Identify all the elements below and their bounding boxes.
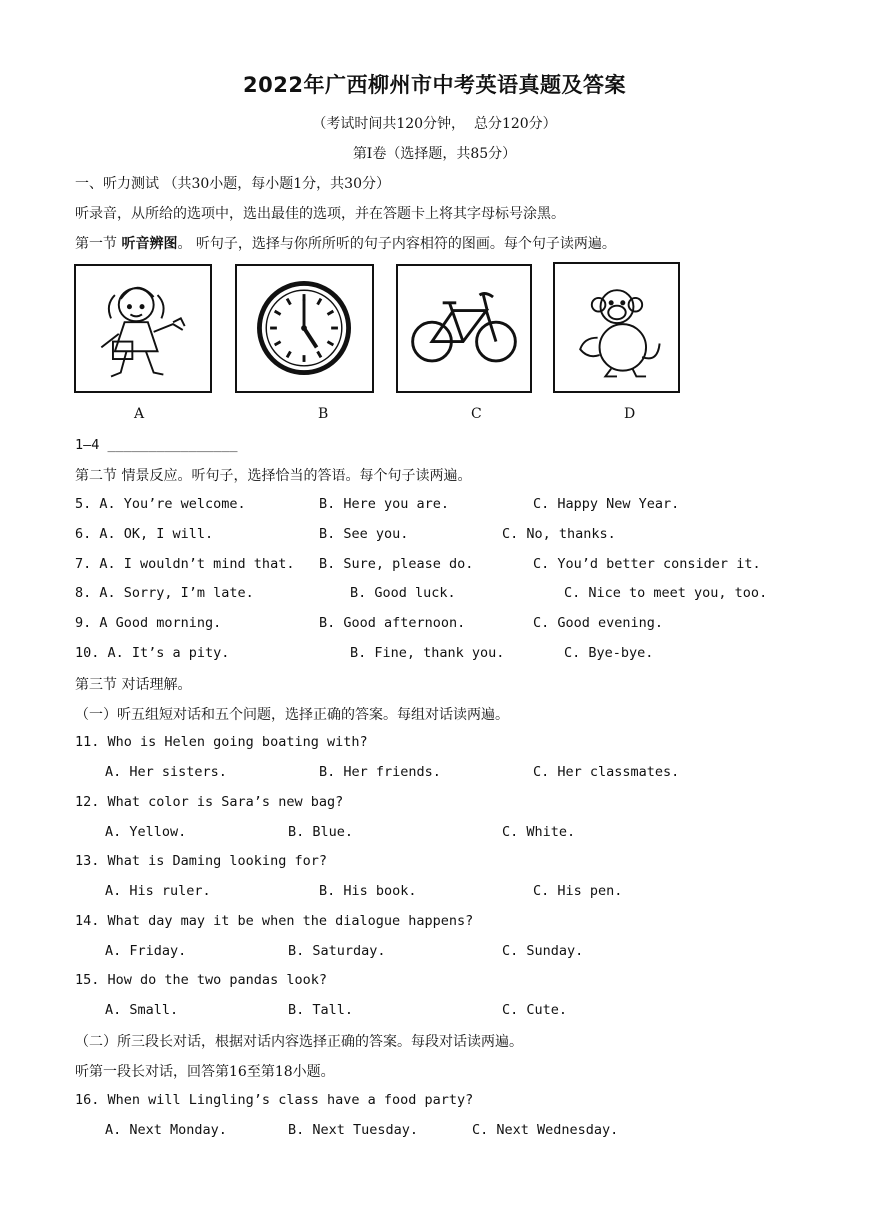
exam-info: （考试时间共120分钟， 总分120分） (312, 116, 557, 132)
q15-option-a: A. Small. (105, 1002, 179, 1018)
q6-option-a: 6. A. OK, I will. (75, 526, 214, 542)
section1-bold: 听音辨图 (121, 236, 178, 252)
q5-option-a: 5. A. You’re welcome. (75, 496, 246, 512)
q10-option-a: 10. A. It’s a pity. (75, 645, 230, 661)
page-title: 2022年广西柳州市中考英语真题及答案 (243, 73, 626, 97)
bicycle-icon (398, 266, 530, 391)
q13-question: 13. What is Daming looking for? (75, 853, 327, 869)
q13-option-b: B. His book. (319, 883, 417, 899)
q10-option-b: B. Fine, thank you. (350, 645, 505, 661)
q15-question: 15. How do the two pandas look? (75, 972, 327, 988)
picture-label-c: C (471, 406, 482, 422)
q6-option-c: C. No, thanks. (502, 526, 616, 542)
section3-heading: 第三节 对话理解。 (75, 677, 192, 693)
q7-option-c: C. You’d better consider it. (533, 556, 761, 572)
q9-option-c: C. Good evening. (533, 615, 664, 631)
q14-option-a: A. Friday. (105, 943, 187, 959)
q14-option-b: B. Saturday. (288, 943, 386, 959)
q15-option-c: C. Cute. (502, 1002, 568, 1018)
q12-question: 12. What color is Sara’s new bag? (75, 794, 344, 810)
volume-heading: 第Ⅰ卷（选择题，共85分） (352, 146, 517, 162)
q16-option-c: C. Next Wednesday. (472, 1122, 619, 1138)
q13-option-c: C. His pen. (533, 883, 623, 899)
section3-part2-heading: （二）所三段长对话，根据对话内容选择正确的答案。每段对话读两遍。 (75, 1034, 523, 1050)
part1-heading: 一、听力测试 （共30小题，每小题1分，共30分） (75, 176, 390, 192)
picture-label-d: D (624, 406, 636, 422)
q11-option-a: A. Her sisters. (105, 764, 227, 780)
q5-option-b: B. Here you are. (319, 496, 450, 512)
q16-question: 16. When will Lingling’s class have a food party? (75, 1092, 474, 1108)
q16-option-a: A. Next Monday. (105, 1122, 227, 1138)
long-dialogue-1-heading: 听第一段长对话，回答第16至第18小题。 (75, 1064, 335, 1080)
q9-option-a: 9. A Good morning. (75, 615, 222, 631)
q11-question: 11. Who is Helen going boating with? (75, 734, 368, 750)
part1-instruction: 听录音，从所给的选项中，选出最佳的选项，并在答题卡上将其字母标号涂黑。 (75, 206, 565, 222)
section2-heading: 第二节 情景反应。听句子，选择恰当的答语。每个句子读两遍。 (75, 468, 472, 484)
picture-d (553, 262, 680, 393)
q12-option-a: A. Yellow. (105, 824, 187, 840)
q11-option-c: C. Her classmates. (533, 764, 680, 780)
q8-option-b: B. Good luck. (350, 585, 456, 601)
q10-option-c: C. Bye-bye. (564, 645, 654, 661)
q12-option-b: B. Blue. (288, 824, 354, 840)
picture-label-b: B (318, 406, 329, 422)
section3-part1-heading: （一）听五组短对话和五个问题，选择正确的答案。每组对话读两遍。 (75, 707, 509, 723)
section1-prefix: 第一节 (75, 236, 122, 252)
q5-option-c: C. Happy New Year. (533, 496, 680, 512)
picture-c (396, 264, 532, 393)
q14-question: 14. What day may it be when the dialogue happens? (75, 913, 474, 929)
q14-option-c: C. Sunday. (502, 943, 584, 959)
clock-icon (237, 266, 372, 391)
q7-option-b: B. Sure, please do. (319, 556, 474, 572)
q16-option-b: B. Next Tuesday. (288, 1122, 419, 1138)
q7-option-a: 7. A. I wouldn’t mind that. (75, 556, 295, 572)
q15-option-b: B. Tall. (288, 1002, 354, 1018)
monkey-icon (555, 264, 678, 391)
section1-heading (75, 233, 616, 253)
q11-option-b: B. Her friends. (319, 764, 441, 780)
q13-option-a: A. His ruler. (105, 883, 211, 899)
q12-option-c: C. White. (502, 824, 576, 840)
girl-icon (76, 266, 210, 391)
q8-option-a: 8. A. Sorry, I’m late. (75, 585, 254, 601)
picture-label-a: A (134, 406, 145, 422)
q9-option-b: B. Good afternoon. (319, 615, 466, 631)
q8-option-c: C. Nice to meet you, too. (564, 585, 768, 601)
section1-rest: 。 听句子，选择与你所所听的句子内容相符的图画。每个句子读两遍。 (177, 236, 616, 252)
q1-4-blank: 1—4 ________________ (75, 437, 238, 453)
q6-option-b: B. See you. (319, 526, 409, 542)
picture-a (74, 264, 212, 393)
picture-b (235, 264, 374, 393)
